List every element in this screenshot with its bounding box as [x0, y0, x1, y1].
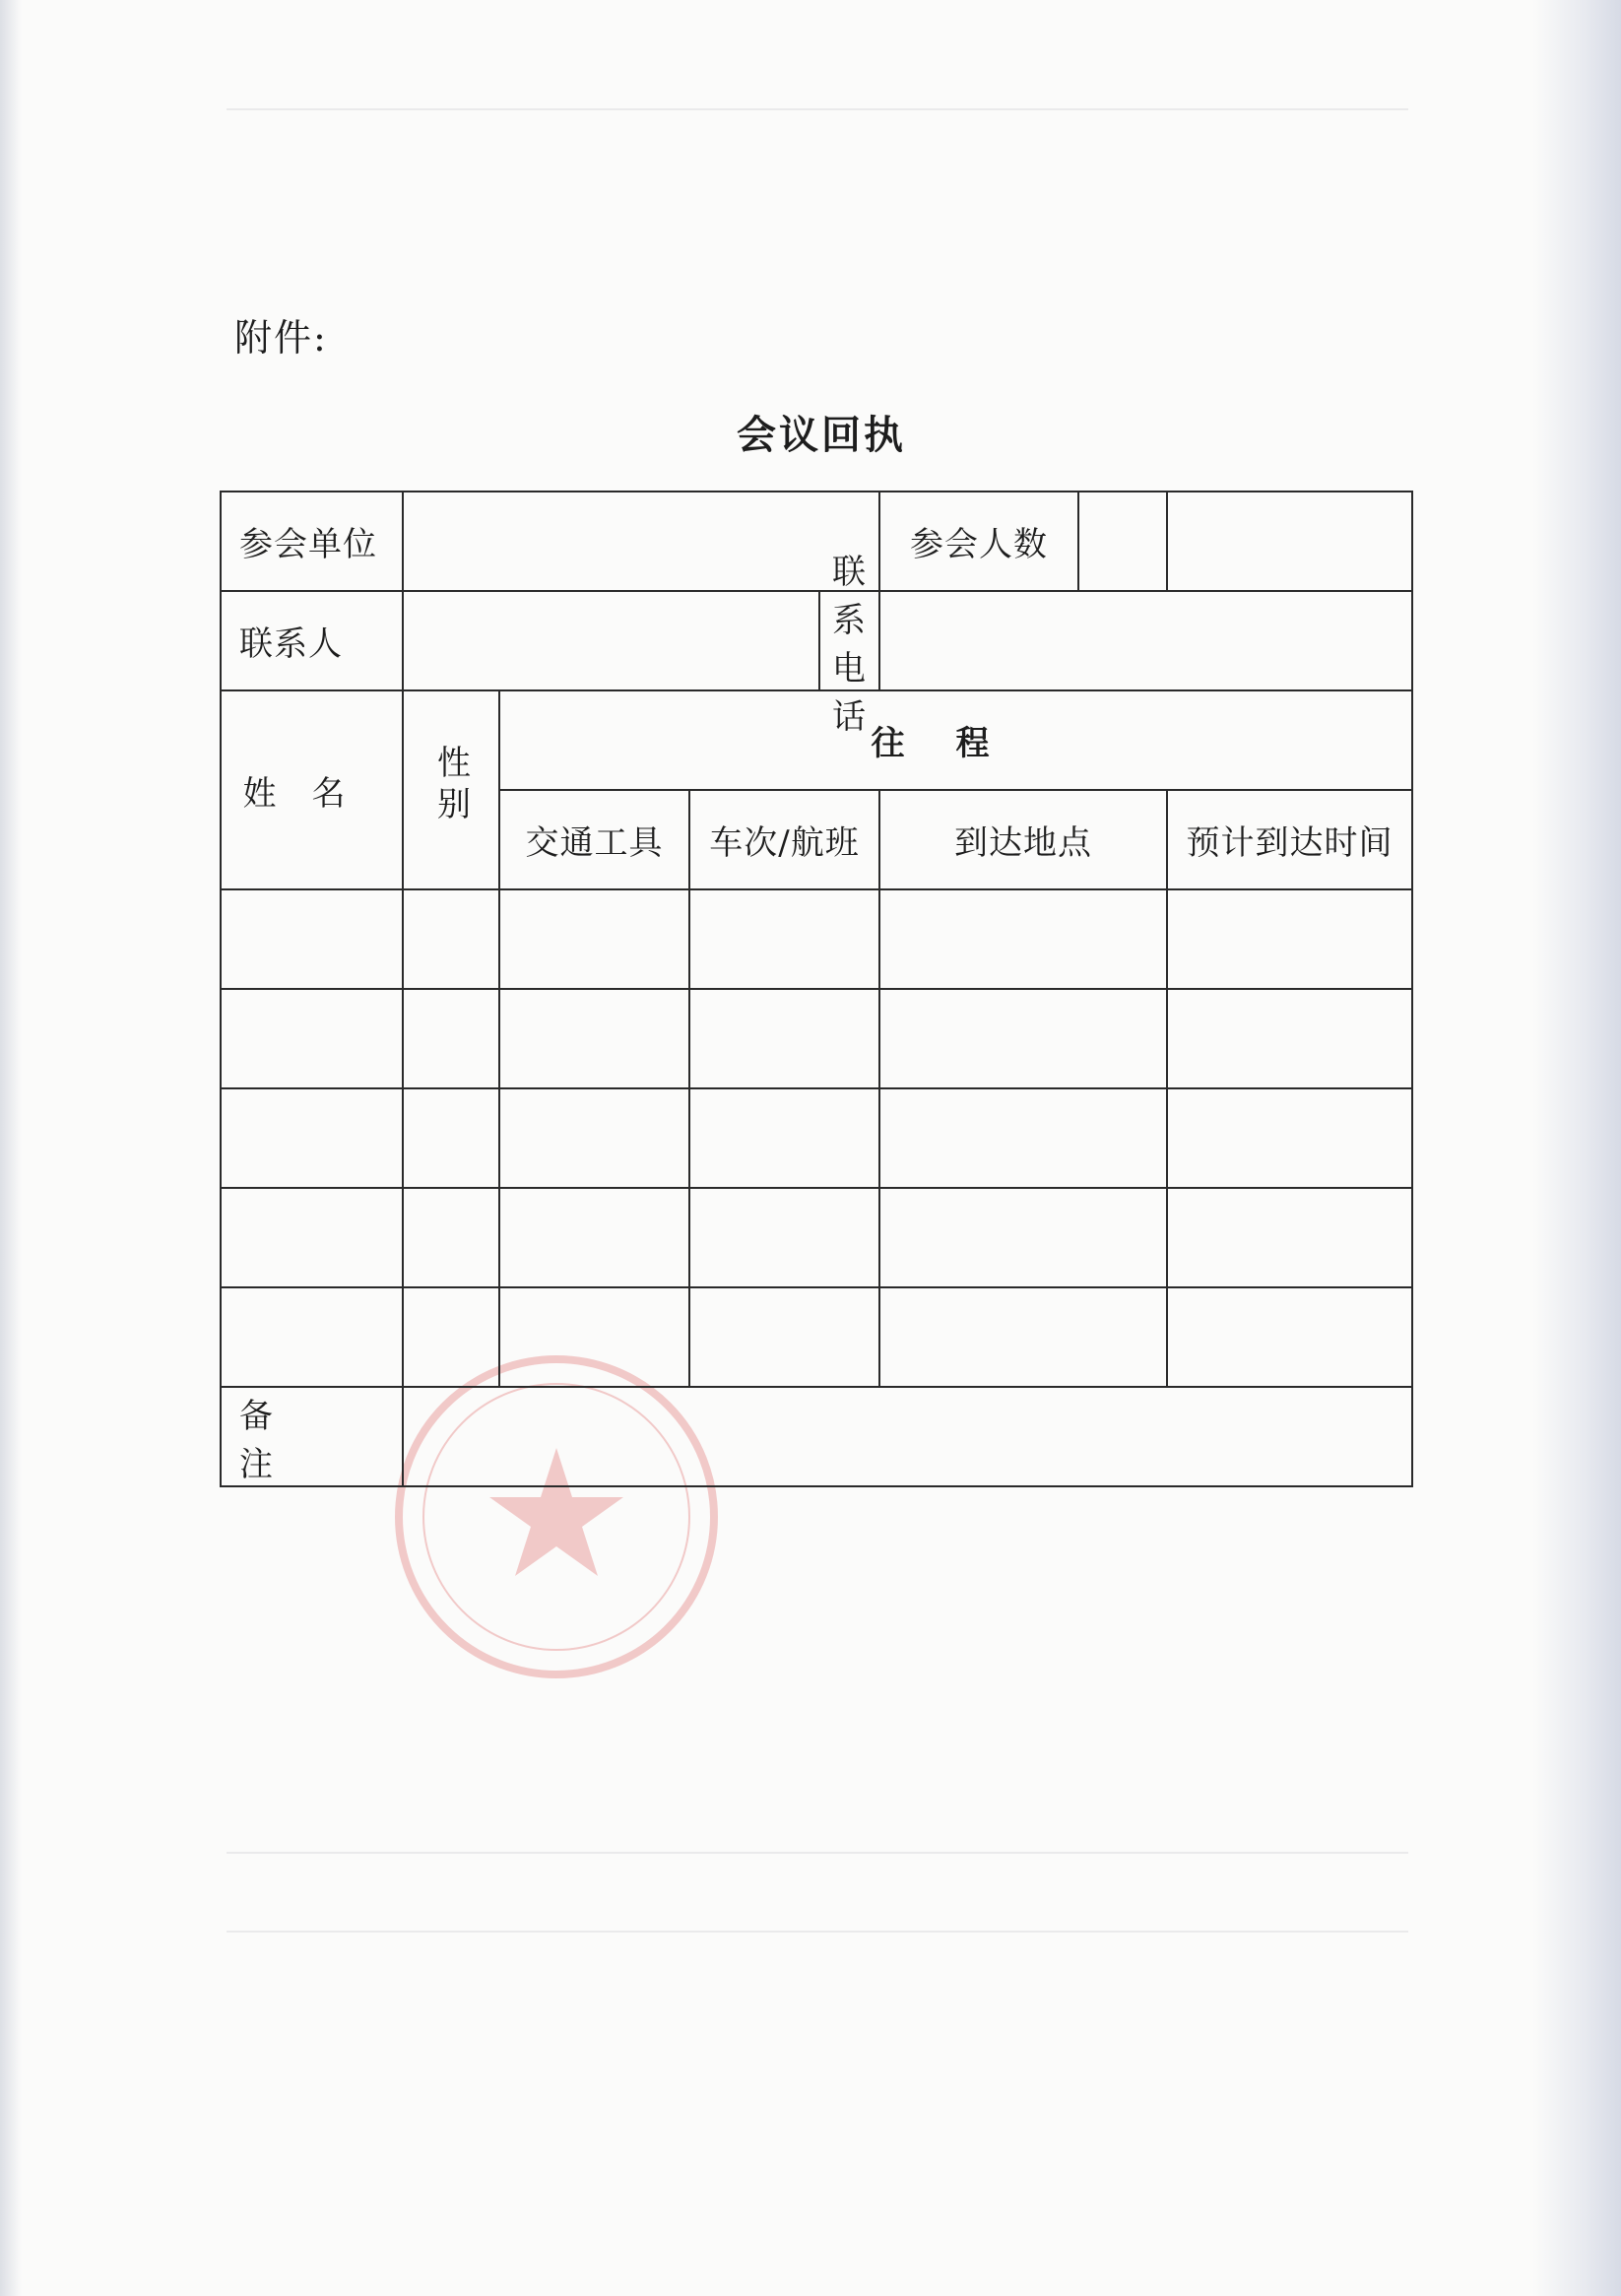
arrival-time-input[interactable]	[1167, 889, 1412, 989]
gender-input[interactable]	[403, 1188, 499, 1287]
flight-input[interactable]	[689, 989, 879, 1088]
gender-header	[403, 690, 499, 889]
transport-input[interactable]	[499, 989, 689, 1088]
table-row	[221, 1188, 1412, 1287]
contact-input[interactable]	[404, 592, 820, 689]
page-title: 会议回执	[737, 413, 906, 458]
arrival-time-input[interactable]	[1167, 1088, 1412, 1188]
header-row-top	[221, 690, 1412, 790]
remark-label-text: 备注	[239, 1396, 324, 1484]
arrival-time-header: 预计到达时间	[1167, 790, 1412, 889]
unit-input[interactable]	[403, 492, 879, 591]
flight-input[interactable]	[689, 889, 879, 989]
arrival-time-input[interactable]	[1167, 989, 1412, 1088]
phone-label: 联系电话	[832, 552, 868, 737]
flight-input[interactable]	[689, 1088, 879, 1188]
attachment-label: 附件:	[234, 316, 328, 360]
gender-header-text: 性别	[430, 744, 471, 827]
contact-cell	[403, 552, 879, 737]
name-input[interactable]	[221, 889, 403, 989]
name-input[interactable]	[221, 989, 403, 1088]
count-label: 参会人数	[880, 492, 1079, 590]
bleed-through-line	[227, 1931, 1408, 1933]
transport-input[interactable]	[499, 1287, 689, 1387]
unit-row	[221, 492, 1412, 591]
count-cell	[879, 492, 1167, 591]
arrival-place-input[interactable]	[879, 1287, 1167, 1387]
flight-input[interactable]	[689, 1188, 879, 1287]
arrival-place-input[interactable]	[879, 1188, 1167, 1287]
arrival-place-header: 到达地点	[879, 790, 1167, 889]
name-input[interactable]	[221, 1188, 403, 1287]
transport-header: 交通工具	[499, 790, 689, 889]
flight-header: 车次/航班	[689, 790, 879, 889]
gender-input[interactable]	[403, 989, 499, 1088]
bleed-through-line	[227, 108, 1408, 110]
table-row	[221, 889, 1412, 989]
gender-input[interactable]	[403, 1088, 499, 1188]
trip-header-text: 往程	[871, 724, 1041, 763]
table-row	[221, 1088, 1412, 1188]
scan-edge-right	[1532, 0, 1621, 2296]
contact-label: 联系人	[221, 591, 403, 690]
transport-input[interactable]	[499, 1188, 689, 1287]
flight-input[interactable]	[689, 1287, 879, 1387]
name-input[interactable]	[221, 1088, 403, 1188]
name-input[interactable]	[221, 1287, 403, 1387]
table-row	[221, 1287, 1412, 1387]
arrival-place-input[interactable]	[879, 889, 1167, 989]
contact-row	[221, 591, 1412, 690]
gender-input[interactable]	[403, 1287, 499, 1387]
bleed-through-line	[227, 1852, 1408, 1854]
receipt-form-table	[220, 491, 1413, 1487]
gender-input[interactable]	[403, 889, 499, 989]
count-input[interactable]	[1167, 492, 1412, 591]
scan-edge-left	[0, 0, 22, 2296]
remark-row	[221, 1387, 1412, 1486]
phone-input[interactable]	[879, 591, 1412, 690]
transport-input[interactable]	[499, 889, 689, 989]
remark-label	[221, 1387, 403, 1486]
table-row	[221, 989, 1412, 1088]
unit-label: 参会单位	[221, 492, 403, 591]
arrival-place-input[interactable]	[879, 989, 1167, 1088]
name-header-text: 姓名	[242, 773, 381, 814]
remark-input[interactable]	[403, 1387, 1412, 1486]
arrival-place-input[interactable]	[879, 1088, 1167, 1188]
transport-input[interactable]	[499, 1088, 689, 1188]
arrival-time-input[interactable]	[1167, 1287, 1412, 1387]
trip-header	[499, 690, 1412, 790]
name-header	[221, 690, 403, 889]
arrival-time-input[interactable]	[1167, 1188, 1412, 1287]
count-spacer	[1079, 492, 1166, 590]
